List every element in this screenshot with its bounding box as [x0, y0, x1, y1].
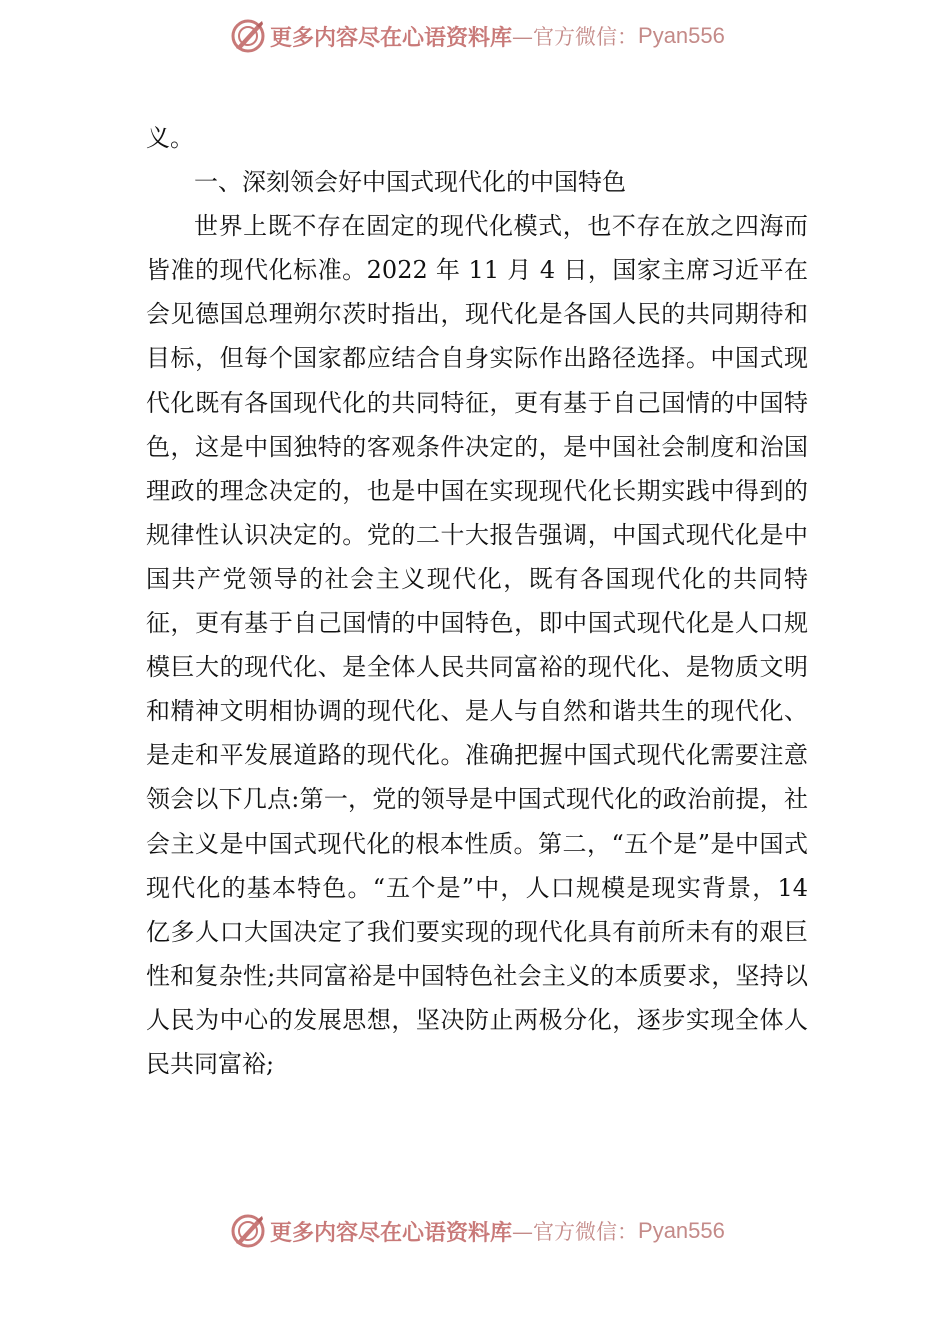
- wechat-id: Pyan556: [638, 1218, 725, 1243]
- wechat-id: Pyan556: [638, 23, 725, 48]
- section-heading: 一、深刻领会好中国式现代化的中国特色: [194, 168, 626, 197]
- continuation-text: 义。: [146, 124, 194, 152]
- banner-title: 更多内容尽在心语资料库: [270, 1219, 513, 1246]
- footer-banner: [230, 1211, 725, 1251]
- header-banner: [230, 16, 725, 56]
- body-paragraph: 世界上既不存在固定的现代化模式，也不存在放之四海而皆准的现代化标准。2022 年 11 月 4 日，国家主席习近平在会见德国总理朔尔茨时指出，现代化是各国人民的共同期待和目标，但每个国家都应结合自身实际作出路径选择。中国式现代化既有各国现代化的共同特征，更有基于自己国情的中国特色，这是中国独特的客观条件决定的，是中国社会制度和治国理政的理念决定的，也是中国在实现现代化长期实践中得到的规律性认识决定的。党的二十大报告强调，中国式现代化是中国共产党领导的社会主义现代化，既有各国现代化的共同特征，更有基于自己国情的中国特色，即中国式现代化是人口规模巨大的现代化、是全体人民共同富裕的现代化、是物质文明和精神文明相协调的现代化、是人与自然和谐共生的现代化、是走和平发展道路的现代化。准确把握中国式现代化需要注意领会以下几点:第一，党的领导是中国式现代化的政治前提，社会主义是中国式现代化的根本性质。第二，“五个是”是中国式现代化的基本特色。“五个是”中，人口规模是现实背景，14 亿多人口大国决定了我们要实现的现代化具有前所未有的艰巨性和复杂性;共同富裕是中国特色社会主义的本质要求，坚持以人民为中心的发展思想，坚决防止两极分化，逐步实现全体人民共同富裕;: [146, 212, 808, 1078]
- banner-subtitle: —官方微信：: [512, 1220, 639, 1244]
- pen-logo-icon: [230, 1213, 266, 1249]
- banner-subtitle: —官方微信：: [512, 25, 639, 49]
- pen-logo-icon: [230, 18, 266, 54]
- document-body: [146, 116, 808, 1086]
- banner-title: 更多内容尽在心语资料库: [270, 24, 513, 51]
